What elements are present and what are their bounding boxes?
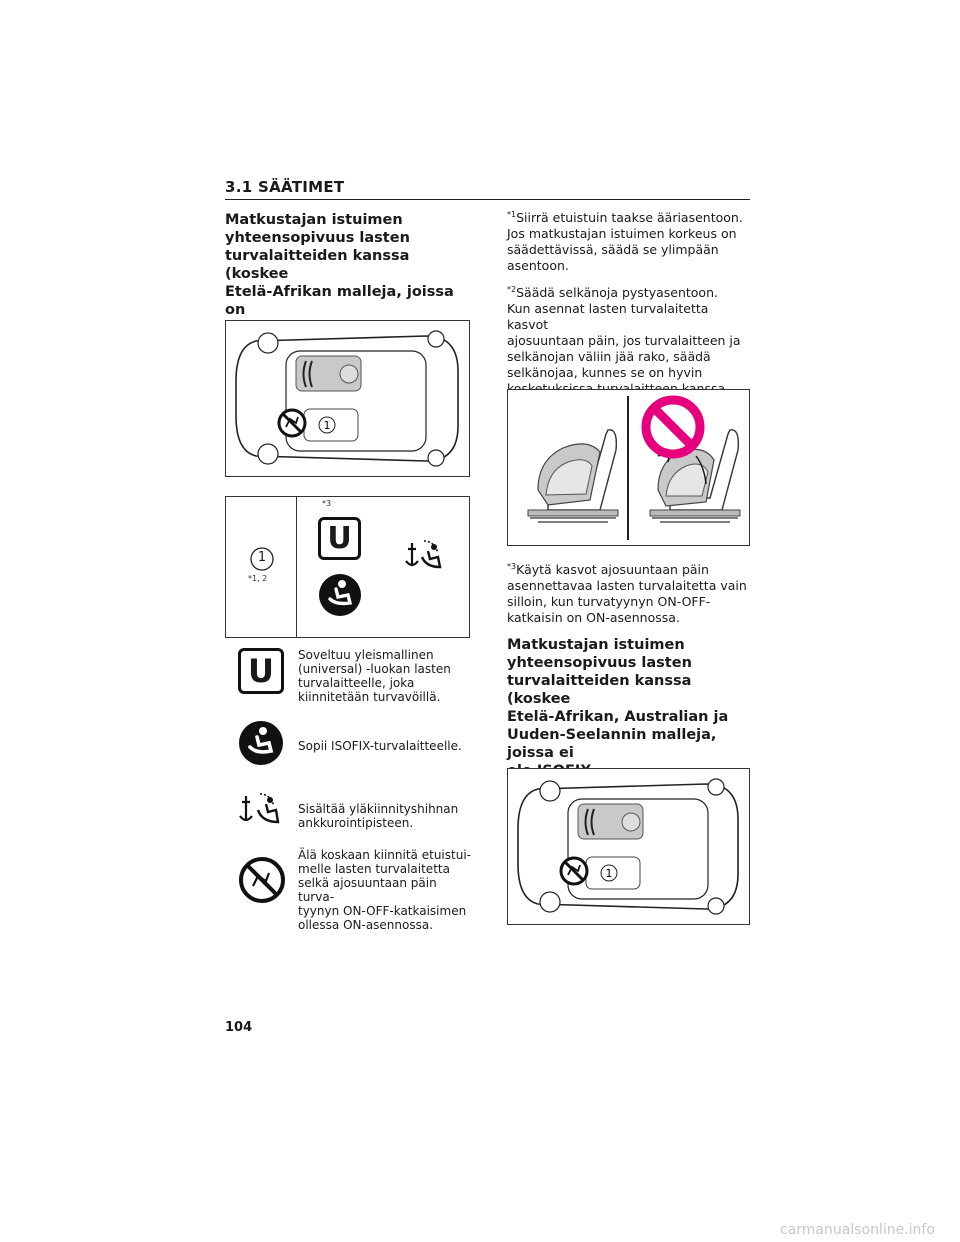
heading-line: Etelä-Afrikan, Australian ja: [507, 709, 729, 725]
note-line: ajosuuntaan päin, jos turvalaitteen ja: [507, 333, 741, 348]
heading-line: Uuden-Seelannin malleja, joissa ei: [507, 727, 717, 761]
legend-prohibited-text: [298, 848, 473, 932]
note-line: Käytä kasvot ajosuuntaan päin: [516, 562, 709, 577]
note-line: asentoon.: [507, 258, 569, 273]
heading-line: Etelä-Afrikan malleja, joissa on: [225, 284, 454, 318]
note-1: [507, 210, 747, 274]
correct-installation: [528, 430, 618, 522]
table-divider: [296, 497, 297, 637]
prohibited-rear-facing-icon: [279, 410, 305, 436]
note-line: selkänojan väliin jää rako, säädä: [507, 349, 711, 364]
page-number: 104: [225, 1020, 253, 1035]
note-line: asennettavaa lasten turvalaitetta vain: [507, 578, 747, 593]
watermark: carmanualsonline.info: [780, 1222, 935, 1238]
heading-line: yhteensopivuus lasten: [225, 230, 410, 246]
rear-seat: [578, 804, 643, 839]
legend-line: melle lasten turvalaitetta: [298, 862, 450, 876]
heading-line: Matkustajan istuimen: [225, 212, 403, 228]
universal-u-letter: U: [327, 521, 352, 556]
legend-line: Soveltuu yleismallinen: [298, 648, 434, 662]
heading-line: Matkustajan istuimen: [507, 637, 685, 653]
car-top-view-figure: [225, 320, 470, 477]
legend-universal-text: [298, 648, 473, 704]
car-diagram: [226, 321, 469, 476]
legend-line: ollessa ON-asennossa.: [298, 918, 434, 932]
legend-line: Sisältää yläkiinnityshihnan: [298, 802, 459, 816]
heading-line: turvalaitteiden kanssa (koskee: [225, 248, 410, 282]
compatibility-table: [225, 496, 470, 638]
note-3: [507, 562, 747, 626]
legend-isofix-icon: [238, 720, 284, 766]
legend-top-tether-icon: [236, 790, 286, 832]
table-footnote: *3: [322, 499, 332, 508]
car-top-view-figure-2: [507, 768, 750, 925]
seatback-adjustment-figure: [507, 389, 750, 546]
note-line: silloin, kun turvatyynyn ON-OFF-: [507, 594, 711, 609]
legend-line: selkä ajosuuntaan päin turva-: [298, 876, 437, 904]
car-diagram-2: [508, 769, 749, 924]
legend-universal-u-icon: [238, 648, 284, 694]
seat-number: 1: [257, 550, 267, 565]
legend-line: Älä koskaan kiinnitä etuistui-: [298, 848, 471, 862]
legend-line: turvalaitteelle, joka: [298, 676, 415, 690]
legend-u-letter: U: [248, 652, 274, 690]
section-title: 3.1 SÄÄTIMET: [225, 178, 345, 196]
note-marker: *2: [507, 284, 517, 294]
legend-line: tyynyn ON-OFF-katkaisimen: [298, 904, 467, 918]
note-line: Kun asennat lasten turvalaitetta kasvot: [507, 301, 709, 332]
rear-seat: [296, 356, 361, 391]
legend-line: kiinnitetään turvavöillä.: [298, 690, 441, 704]
note-line: Jos matkustajan istuimen korkeus on: [507, 226, 737, 241]
note-line: Säädä selkänoja pystyasentoon.: [516, 285, 718, 300]
legend-top-tether-text: [298, 802, 473, 830]
front-passenger-seat-number: 1: [605, 867, 613, 880]
heading-line: turvalaitteiden kanssa (koskee: [507, 673, 692, 707]
top-tether-anchor-icon: [402, 537, 448, 577]
note-marker: *3: [507, 561, 517, 571]
prohibition-icon: [646, 400, 700, 454]
note-marker: *1: [507, 209, 517, 219]
seat-number-badge: [250, 547, 274, 571]
universal-u-icon: [318, 517, 361, 560]
note-line: katkaisin on ON-asennossa.: [507, 610, 680, 625]
legend-prohibited-icon: [238, 856, 286, 904]
seatback-diagram: [508, 390, 749, 545]
note-2: [507, 285, 747, 397]
isofix-icon: [318, 573, 362, 617]
note-line: Siirrä etuistuin taakse ääriasentoon.: [516, 210, 743, 225]
prohibited-rear-facing-icon: [561, 858, 587, 884]
note-line: selkänojaa, kunnes se on hyvin: [507, 365, 703, 380]
front-passenger-seat-number: 1: [323, 419, 331, 432]
note-line: säädettävissä, säädä se ylimpään: [507, 242, 719, 257]
legend-isofix-text: [298, 739, 473, 753]
heading-line: yhteensopivuus lasten: [507, 655, 692, 671]
seat-footnote: *1, 2: [248, 574, 268, 583]
legend-line: (universal) -luokan lasten: [298, 662, 451, 676]
legend-line: Sopii ISOFIX-turvalaitteelle.: [298, 739, 462, 753]
section-divider: [225, 199, 750, 200]
legend-line: ankkurointipisteen.: [298, 816, 414, 830]
